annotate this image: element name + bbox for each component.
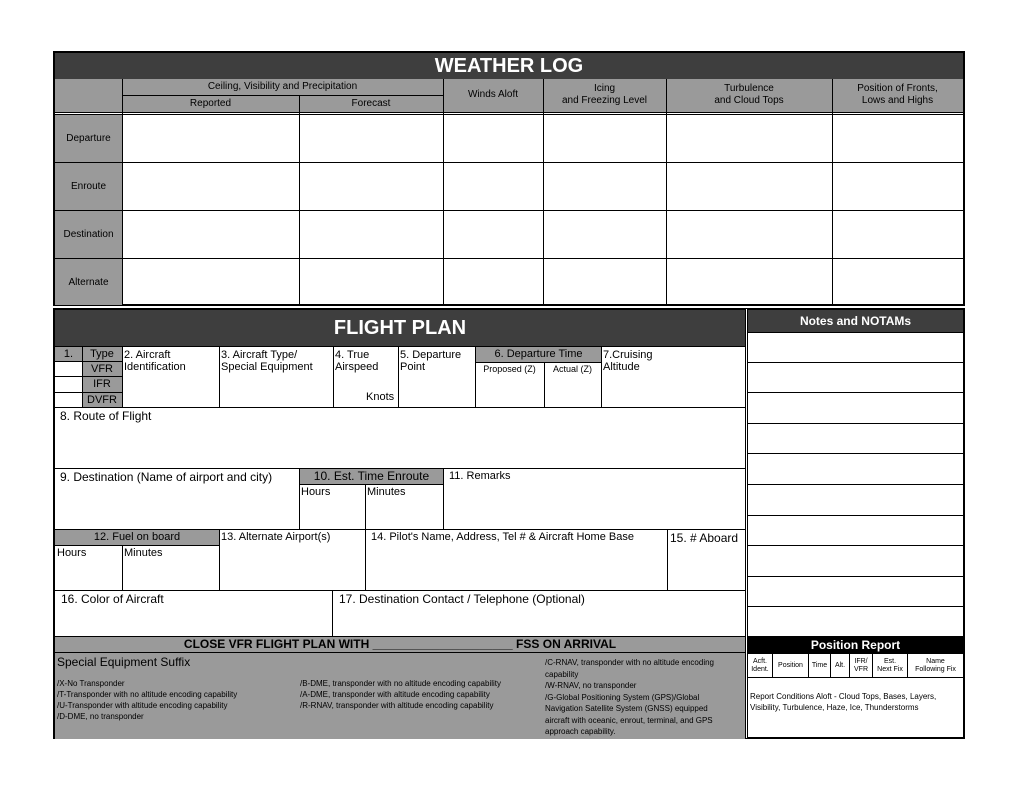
weather-log-title: WEATHER LOG [55,53,963,79]
col-position: Position [773,654,809,677]
flight-plan [53,308,745,739]
field-5-departure-point[interactable]: 5. Departure Point [400,349,462,373]
report-conditions-text: Report Conditions Aloft - Cloud Tops, Bases, Layers, Visibility, Turbulence, Haze, Ice, Thunderstorms [750,692,937,712]
notes-title: Notes and NOTAMs [748,310,963,332]
position-report-title: Position Report [748,637,963,654]
suffix-item: approach capability. [545,727,616,736]
close-vfr-bar: CLOSE VFR FLIGHT PLAN WITH _____________________ FSS ON ARRIVAL [55,637,745,652]
field-10-est-time-enroute: 10. Est. Time Enroute [300,469,443,484]
field-10-minutes[interactable]: Minutes [367,486,406,498]
field-4-true-airspeed[interactable]: 4. True Airspeed [335,349,379,373]
suffix-item: /C-RNAV, transponder with no altitude encoding [545,658,714,667]
col-acft-ident: Acft. Ident. [748,654,773,677]
suffix-column-2 [300,678,540,711]
field-11-remarks[interactable]: 11. Remarks [449,470,511,482]
forecast-header: Forecast [351,98,391,109]
reported-header: Reported [189,98,232,109]
fronts-header: Position of Fronts, Lows and Highs [857,83,938,106]
field-9-destination[interactable]: 9. Destination (Name of airport and city) [60,470,273,484]
field-2-aircraft-id[interactable]: 2. Aircraft Identification [124,349,186,373]
suffix-column-1 [57,678,297,722]
suffix-column-3 [545,657,743,738]
field-3-aircraft-type[interactable]: 3. Aircraft Type/ Special Equipment [221,349,313,373]
position-report-columns [748,654,963,678]
suffix-item: aircraft with oceanic, enrout, terminal, and GPS [545,715,713,725]
ceiling-header: Ceiling, Visibility and Precipitation [207,81,358,92]
row-enroute: Enroute [70,181,107,192]
notes-panel [745,308,965,739]
suffix-item: /U-Transponder with altitude encoding capability [57,701,228,710]
col-time: Time [809,654,831,677]
flight-type-dvfr[interactable]: DVFR [87,394,117,406]
suffix-item: /B-DME, transponder with no altitude encoding capability [300,679,501,688]
flight-plan-title: FLIGHT PLAN [55,310,745,346]
field-14-pilot-info[interactable]: 14. Pilot's Name, Address, Tel # & Aircraft Home Base [371,531,634,543]
icing-header: Icing and Freezing Level [561,83,648,106]
field-15-aboard[interactable]: 15. # Aboard [670,531,739,545]
field-17-destination-contact[interactable]: 17. Destination Contact / Telephone (Optional) [339,592,585,606]
col-ifr-vfr: IFR/ VFR [850,654,873,677]
weather-log [53,51,965,306]
field-13-alternate-airports[interactable]: 13. Alternate Airport(s) [221,531,331,543]
suffix-item: /X-No Transponder [57,679,125,688]
suffix-item: /T-Transponder with no altitude encoding capability [57,690,238,699]
flight-type-ifr[interactable]: IFR [93,378,111,390]
suffix-item: /D-DME, no transponder [57,712,144,721]
row-alternate: Alternate [68,277,109,288]
field-1-number: 1. [63,348,74,360]
winds-aloft-header: Winds Aloft [467,89,519,100]
suffix-item: /W-RNAV, no transponder [545,681,637,690]
col-est-next-fix: Est. Next Fix [873,654,908,677]
field-6-departure-time: 6. Departure Time [476,347,601,362]
row-destination: Destination [63,229,114,240]
col-alt: Alt. [831,654,850,677]
suffix-item: capability [545,669,579,679]
field-7-cruising-altitude[interactable]: 7.Cruising Altitude [603,349,653,373]
field-16-aircraft-color[interactable]: 16. Color of Aircraft [61,592,164,606]
suffix-item: /G-Global Positioning System (GPS)/Global [545,692,700,702]
field-4-knots: Knots [366,391,395,403]
suffix-item: /R-RNAV, transponder with altitude encoding capability [300,701,494,710]
field-6-proposed[interactable]: Proposed (Z) [483,364,536,374]
field-10-hours[interactable]: Hours [301,486,331,498]
row-departure: Departure [66,133,111,144]
field-12-fuel-on-board: 12. Fuel on board [55,530,219,545]
field-12-minutes[interactable]: Minutes [124,547,163,559]
special-equipment-title: Special Equipment Suffix [57,655,191,669]
field-12-hours[interactable]: Hours [57,547,87,559]
turbulence-header: Turbulence and Cloud Tops [714,83,784,106]
suffix-item: Navigation Satellite System (GNSS) equipped [545,704,708,713]
field-8-route-of-flight[interactable]: 8. Route of Flight [60,409,152,423]
suffix-item: /A-DME, transponder with altitude encoding capability [300,690,490,699]
flight-type-vfr[interactable]: VFR [91,363,113,375]
col-name-following-fix: Name Following Fix [915,657,956,673]
field-1-type-label: Type [90,348,114,360]
field-6-actual[interactable]: Actual (Z) [552,364,592,374]
